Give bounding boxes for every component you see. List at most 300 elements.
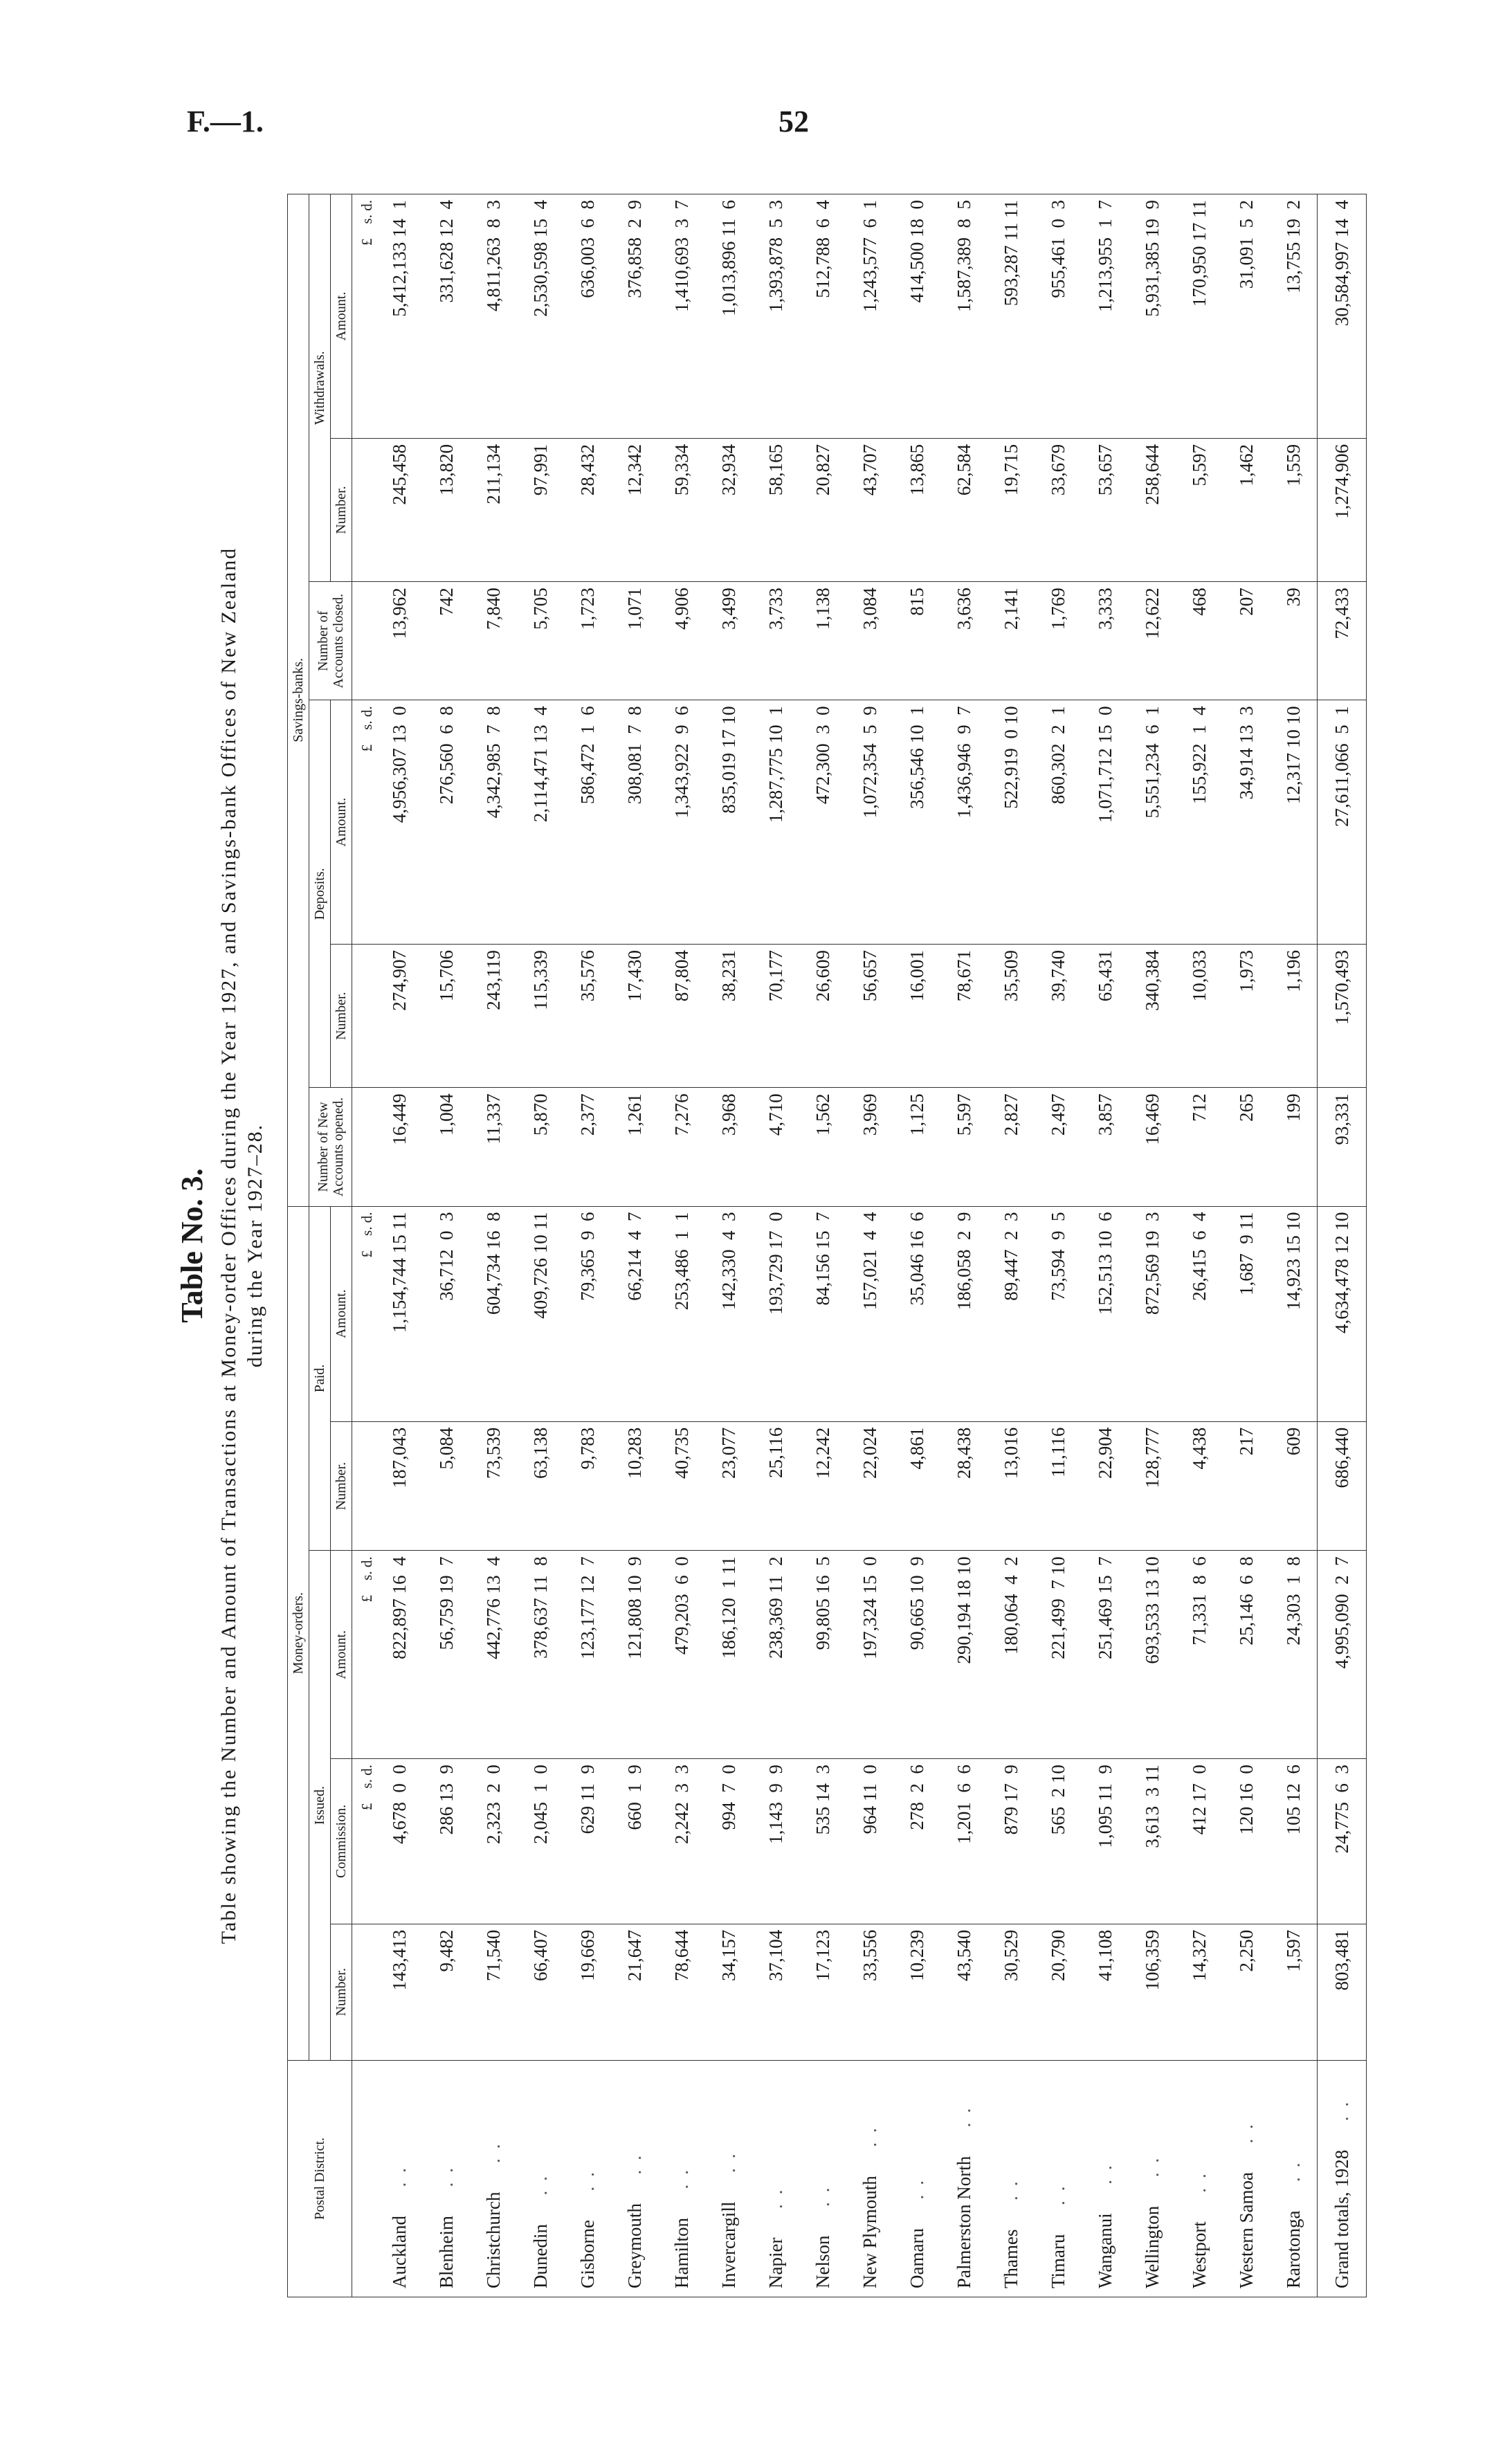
unit-lsd: £ s. d. xyxy=(352,700,376,945)
units-row xyxy=(352,194,376,2297)
paid-number-cell: 63,138 xyxy=(517,1421,564,1551)
issued-amount-header: Amount. xyxy=(331,1551,352,1759)
deposits-number-cell: 243,119 xyxy=(470,944,517,1087)
withdrawals-amount-cell: 31,091 5 2 xyxy=(1223,194,1270,439)
withdrawals-number-cell: 5,597 xyxy=(1176,438,1223,581)
district-cell xyxy=(1035,2060,1082,2297)
accounts-closed-header: Number of Accounts closed. xyxy=(309,582,352,700)
issued-amount-cell: 238,369 11 2 xyxy=(752,1551,799,1759)
commission-cell: 1,095 11 9 xyxy=(1082,1759,1129,1924)
deposits-number-cell: 10,033 xyxy=(1176,944,1223,1087)
leader-dots: .. xyxy=(388,2158,410,2216)
issued-number-cell: 41,108 xyxy=(1082,1924,1129,2060)
withdrawals-amount-cell: 30,584,997 14 4 xyxy=(1318,194,1367,439)
commission-cell: 278 2 6 xyxy=(893,1759,940,1924)
paid-amount-cell: 193,729 17 0 xyxy=(752,1206,799,1421)
deposits-number-cell: 1,570,493 xyxy=(1318,944,1367,1087)
new-accounts-cell: 2,377 xyxy=(564,1088,611,1206)
deposits-number-cell: 65,431 xyxy=(1082,944,1129,1087)
issued-amount-cell: 479,203 6 0 xyxy=(658,1551,705,1759)
paid-amount-cell: 84,156 15 7 xyxy=(799,1206,846,1421)
new-accounts-cell: 712 xyxy=(1176,1088,1223,1206)
issued-amount-cell: 121,808 10 9 xyxy=(611,1551,658,1759)
new-accounts-cell: 3,969 xyxy=(846,1088,893,1206)
deposits-amount-cell: 356,546 10 1 xyxy=(893,700,940,945)
commission-cell: 24,775 6 3 xyxy=(1318,1759,1367,1924)
paid-number-cell: 4,861 xyxy=(893,1421,940,1551)
unit-lsd: £ s. d. xyxy=(352,1206,376,1421)
new-accounts-cell: 265 xyxy=(1223,1088,1270,1206)
district-cell xyxy=(987,2060,1035,2297)
table-row xyxy=(1129,194,1176,2297)
leader-dots: .. xyxy=(1047,2176,1068,2234)
issued-number-cell: 14,327 xyxy=(1176,1924,1223,2060)
withdrawals-number-cell: 13,865 xyxy=(893,438,940,581)
issued-number-cell: 1,597 xyxy=(1270,1924,1318,2060)
deposits-number-header: Number. xyxy=(331,944,352,1087)
new-accounts-cell: 1,261 xyxy=(611,1088,658,1206)
leader-dots: .. xyxy=(623,2146,645,2204)
withdrawals-number-cell: 43,707 xyxy=(846,438,893,581)
district-name: Gisborne xyxy=(576,2220,598,2288)
withdrawals-amount-cell: 593,287 11 11 xyxy=(987,194,1035,439)
unit-lsd: £ s. d. xyxy=(352,1551,376,1759)
paid-number-cell: 686,440 xyxy=(1318,1421,1367,1551)
new-accounts-cell: 1,004 xyxy=(423,1088,470,1206)
deposits-number-cell: 274,907 xyxy=(376,944,423,1087)
issued-amount-cell: 822,897 16 4 xyxy=(376,1551,423,1759)
leader-dots: .. xyxy=(482,2134,504,2192)
new-accounts-cell: 7,276 xyxy=(658,1088,705,1206)
paid-amount-cell: 157,021 4 4 xyxy=(846,1206,893,1421)
withdrawals-amount-cell: 2,530,598 15 4 xyxy=(517,194,564,439)
district-cell xyxy=(940,2060,987,2297)
new-accounts-cell: 1,125 xyxy=(893,1088,940,1206)
leader-dots: .. xyxy=(1094,2156,1115,2214)
withdrawals-number-cell: 258,644 xyxy=(1129,438,1176,581)
deposits-amount-cell: 1,287,775 10 1 xyxy=(752,700,799,945)
deposits-amount-cell: 1,343,922 9 6 xyxy=(658,700,705,945)
table-row xyxy=(1082,194,1129,2297)
deposits-amount-cell: 34,914 13 3 xyxy=(1223,700,1270,945)
deposits-number-cell: 340,384 xyxy=(1129,944,1176,1087)
issued-amount-cell: 221,499 7 10 xyxy=(1035,1551,1082,1759)
commission-cell: 1,143 9 9 xyxy=(752,1759,799,1924)
issued-number-cell: 34,157 xyxy=(705,1924,752,2060)
deposits-number-cell: 35,509 xyxy=(987,944,1035,1087)
withdrawals-amount-cell: 5,412,133 14 1 xyxy=(376,194,423,439)
accounts-closed-cell: 3,333 xyxy=(1082,582,1129,700)
table-row xyxy=(423,194,470,2297)
paid-number-cell: 40,735 xyxy=(658,1421,705,1551)
new-accounts-cell: 2,497 xyxy=(1035,1088,1082,1206)
issued-amount-cell: 442,776 13 4 xyxy=(470,1551,517,1759)
district-cell xyxy=(376,2060,423,2297)
paid-amount-cell: 36,712 0 3 xyxy=(423,1206,470,1421)
issued-amount-cell: 251,469 15 7 xyxy=(1082,1551,1129,1759)
table-title-line1: Table showing the Number and Amount of Transactions at Money-order Offices during the Year 1927, and Savings-bank Offices of New Zealand xyxy=(217,547,240,1944)
issued-number-cell: 143,413 xyxy=(376,1924,423,2060)
district-cell xyxy=(1223,2060,1270,2297)
withdrawals-amount-cell: 4,811,263 8 3 xyxy=(470,194,517,439)
paid-number-cell: 22,904 xyxy=(1082,1421,1129,1551)
leader-dots: .. xyxy=(671,2160,692,2218)
leader-dots: .. xyxy=(529,2167,551,2225)
deposits-number-cell: 15,706 xyxy=(423,944,470,1087)
leader-dots: .. xyxy=(1188,2164,1210,2222)
paid-number-cell: 217 xyxy=(1223,1421,1270,1551)
paid-number-header: Number. xyxy=(331,1421,352,1551)
paid-amount-cell: 152,513 10 6 xyxy=(1082,1206,1129,1421)
table-row xyxy=(517,194,564,2297)
paid-amount-header: Amount. xyxy=(331,1206,352,1421)
withdrawals-number-cell: 12,342 xyxy=(611,438,658,581)
deposits-number-cell: 26,609 xyxy=(799,944,846,1087)
table-row xyxy=(987,194,1035,2297)
paid-amount-cell: 73,594 9 5 xyxy=(1035,1206,1082,1421)
table-title-line2: during the Year 1927–28. xyxy=(244,1123,266,1368)
leader-dots: .. xyxy=(1282,2153,1304,2211)
paid-number-cell: 4,438 xyxy=(1176,1421,1223,1551)
issued-number-cell: 9,482 xyxy=(423,1924,470,2060)
table-row xyxy=(893,194,940,2297)
withdrawals-amount-cell: 1,013,896 11 6 xyxy=(705,194,752,439)
district-name: Western Samoa xyxy=(1235,2171,1257,2288)
paid-number-cell: 73,539 xyxy=(470,1421,517,1551)
table-row xyxy=(658,194,705,2297)
leader-dots: .. xyxy=(1331,2092,1352,2150)
leader-dots: .. xyxy=(953,2098,974,2156)
issued-amount-cell: 123,177 12 7 xyxy=(564,1551,611,1759)
withdrawals-amount-cell: 1,410,693 3 7 xyxy=(658,194,705,439)
accounts-closed-cell: 1,071 xyxy=(611,582,658,700)
new-accounts-cell: 3,968 xyxy=(705,1088,752,1206)
withdrawals-amount-cell: 376,858 2 9 xyxy=(611,194,658,439)
commission-cell: 535 14 3 xyxy=(799,1759,846,1924)
issued-amount-cell: 186,120 1 11 xyxy=(705,1551,752,1759)
paid-amount-cell: 89,447 2 3 xyxy=(987,1206,1035,1421)
deposits-amount-cell: 155,922 1 4 xyxy=(1176,700,1223,945)
district-cell xyxy=(799,2060,846,2297)
table-row xyxy=(705,194,752,2297)
unit-lsd: £ s. d. xyxy=(352,194,376,439)
district-cell xyxy=(658,2060,705,2297)
withdrawals-number-cell: 28,432 xyxy=(564,438,611,581)
withdrawals-number-cell: 53,657 xyxy=(1082,438,1129,581)
leader-dots: .. xyxy=(718,2144,739,2202)
new-accounts-cell: 16,469 xyxy=(1129,1088,1176,1206)
issued-number-cell: 803,481 xyxy=(1318,1924,1367,2060)
table-row xyxy=(1270,194,1318,2297)
district-cell xyxy=(846,2060,893,2297)
district-cell xyxy=(1082,2060,1129,2297)
new-accounts-cell: 5,870 xyxy=(517,1088,564,1206)
deposits-amount-cell: 2,114,471 13 4 xyxy=(517,700,564,945)
district-name: Thames xyxy=(1000,2229,1021,2288)
commission-cell: 2,323 2 0 xyxy=(470,1759,517,1924)
paid-header: Paid. xyxy=(309,1206,331,1551)
savings-banks-header: Savings-banks. xyxy=(288,194,309,1207)
leader-dots: .. xyxy=(906,2171,927,2229)
issued-number-cell: 2,250 xyxy=(1223,1924,1270,2060)
paid-number-cell: 22,024 xyxy=(846,1421,893,1551)
withdrawals-amount-cell: 13,755 19 2 xyxy=(1270,194,1318,439)
accounts-closed-cell: 1,138 xyxy=(799,582,846,700)
deposits-number-cell: 16,001 xyxy=(893,944,940,1087)
withdrawals-amount-cell: 636,003 6 8 xyxy=(564,194,611,439)
commission-cell: 2,242 3 3 xyxy=(658,1759,705,1924)
new-accounts-cell: 5,597 xyxy=(940,1088,987,1206)
rotated-table-page xyxy=(173,194,1377,2297)
withdrawals-number-cell: 1,462 xyxy=(1223,438,1270,581)
deposits-number-cell: 56,657 xyxy=(846,944,893,1087)
accounts-closed-cell: 207 xyxy=(1223,582,1270,700)
accounts-closed-cell: 12,622 xyxy=(1129,582,1176,700)
deposits-amount-cell: 472,300 3 0 xyxy=(799,700,846,945)
issued-amount-cell: 25,146 6 8 xyxy=(1223,1551,1270,1759)
withdrawals-header: Withdrawals. xyxy=(309,194,331,582)
deposits-number-cell: 115,339 xyxy=(517,944,564,1087)
leader-dots: .. xyxy=(1000,2171,1021,2230)
district-name: Blenheim xyxy=(435,2216,457,2288)
accounts-closed-cell: 1,769 xyxy=(1035,582,1082,700)
district-name: Greymouth xyxy=(623,2203,645,2288)
withdrawals-number-cell: 62,584 xyxy=(940,438,987,581)
leader-dots: .. xyxy=(812,2178,833,2236)
issued-number-cell: 21,647 xyxy=(611,1924,658,2060)
table-row xyxy=(799,194,846,2297)
district-name: Wellington xyxy=(1141,2205,1163,2288)
page-header-code: F.—1. xyxy=(187,104,264,138)
withdrawals-number-cell: 33,679 xyxy=(1035,438,1082,581)
deposits-amount-cell: 308,081 7 8 xyxy=(611,700,658,945)
issued-amount-cell: 4,995,090 2 7 xyxy=(1318,1551,1367,1759)
district-name: Dunedin xyxy=(529,2224,551,2288)
issued-number-cell: 71,540 xyxy=(470,1924,517,2060)
withdrawals-number-cell: 211,134 xyxy=(470,438,517,581)
paid-number-cell: 11,116 xyxy=(1035,1421,1082,1551)
table-row xyxy=(564,194,611,2297)
withdrawals-amount-cell: 955,461 0 3 xyxy=(1035,194,1082,439)
paid-amount-cell: 872,569 19 3 xyxy=(1129,1206,1176,1421)
accounts-closed-cell: 1,723 xyxy=(564,582,611,700)
withdrawals-number-cell: 59,334 xyxy=(658,438,705,581)
withdrawals-amount-cell: 1,587,389 8 5 xyxy=(940,194,987,439)
issued-amount-cell: 71,331 8 6 xyxy=(1176,1551,1223,1759)
issued-amount-cell: 90,665 10 9 xyxy=(893,1551,940,1759)
paid-amount-cell: 66,214 4 7 xyxy=(611,1206,658,1421)
accounts-closed-cell: 13,962 xyxy=(376,582,423,700)
district-cell xyxy=(893,2060,940,2297)
paid-number-cell: 9,783 xyxy=(564,1421,611,1551)
commission-cell: 3,613 3 11 xyxy=(1129,1759,1176,1924)
withdrawals-number-cell: 1,559 xyxy=(1270,438,1318,581)
new-accounts-cell: 1,562 xyxy=(799,1088,846,1206)
commission-cell: 629 11 9 xyxy=(564,1759,611,1924)
district-cell xyxy=(1318,2060,1367,2297)
issued-amount-cell: 56,759 19 7 xyxy=(423,1551,470,1759)
new-accounts-header: Number of New Accounts opened. xyxy=(309,1088,352,1206)
issued-number-cell: 66,407 xyxy=(517,1924,564,2060)
district-cell xyxy=(1176,2060,1223,2297)
accounts-closed-cell: 3,733 xyxy=(752,582,799,700)
accounts-closed-cell: 72,433 xyxy=(1318,582,1367,700)
table-row xyxy=(846,194,893,2297)
deposits-amount-cell: 1,071,712 15 0 xyxy=(1082,700,1129,945)
paid-amount-cell: 604,734 16 8 xyxy=(470,1206,517,1421)
grand-total-row xyxy=(1318,194,1367,2297)
paid-amount-cell: 253,486 1 1 xyxy=(658,1206,705,1421)
district-name: Rarotonga xyxy=(1282,2210,1304,2288)
withdrawals-amount-cell: 1,213,955 1 7 xyxy=(1082,194,1129,439)
district-name: Wanganui xyxy=(1094,2213,1115,2288)
paid-number-cell: 609 xyxy=(1270,1421,1318,1551)
district-name: Napier xyxy=(765,2237,786,2288)
accounts-closed-cell: 815 xyxy=(893,582,940,700)
transactions-table xyxy=(287,194,1367,2297)
paid-number-cell: 13,016 xyxy=(987,1421,1035,1551)
deposits-number-cell: 35,576 xyxy=(564,944,611,1087)
withdrawals-amount-cell: 1,393,878 5 3 xyxy=(752,194,799,439)
commission-cell: 2,045 1 0 xyxy=(517,1759,564,1924)
deposits-amount-cell: 5,551,234 6 1 xyxy=(1129,700,1176,945)
leader-dots: .. xyxy=(576,2162,598,2221)
district-cell xyxy=(470,2060,517,2297)
deposits-amount-cell: 4,342,985 7 8 xyxy=(470,700,517,945)
paid-amount-cell: 142,330 4 3 xyxy=(705,1206,752,1421)
withdrawals-number-cell: 13,820 xyxy=(423,438,470,581)
district-cell xyxy=(517,2060,564,2297)
deposits-amount-cell: 12,317 10 10 xyxy=(1270,700,1318,945)
table-row xyxy=(1223,194,1270,2297)
deposits-amount-cell: 835,019 17 10 xyxy=(705,700,752,945)
withdrawals-amount-cell: 414,500 18 0 xyxy=(893,194,940,439)
commission-cell: 994 7 0 xyxy=(705,1759,752,1924)
withdrawals-number-cell: 19,715 xyxy=(987,438,1035,581)
commission-cell: 660 1 9 xyxy=(611,1759,658,1924)
issued-number-cell: 33,556 xyxy=(846,1924,893,2060)
withdrawals-amount-cell: 170,950 17 11 xyxy=(1176,194,1223,439)
deposits-amount-cell: 276,560 6 8 xyxy=(423,700,470,945)
withdrawals-amount-cell: 5,931,385 19 9 xyxy=(1129,194,1176,439)
accounts-closed-cell: 39 xyxy=(1270,582,1318,700)
issued-number-header: Number. xyxy=(331,1924,352,2060)
withdrawals-amount-cell: 331,628 12 4 xyxy=(423,194,470,439)
table-body xyxy=(352,194,1367,2297)
withdrawals-number-cell: 97,991 xyxy=(517,438,564,581)
commission-cell: 879 17 9 xyxy=(987,1759,1035,1924)
withdrawals-amount-header: Amount. xyxy=(331,194,352,439)
issued-number-cell: 30,529 xyxy=(987,1924,1035,2060)
paid-number-cell: 23,077 xyxy=(705,1421,752,1551)
district-name: Grand totals, 1928 xyxy=(1331,2149,1352,2288)
accounts-closed-cell: 7,840 xyxy=(470,582,517,700)
issued-amount-cell: 378,637 11 8 xyxy=(517,1551,564,1759)
issued-number-cell: 19,669 xyxy=(564,1924,611,2060)
paid-amount-cell: 35,046 16 6 xyxy=(893,1206,940,1421)
withdrawals-number-cell: 32,934 xyxy=(705,438,752,581)
deposits-amount-cell: 1,436,946 9 7 xyxy=(940,700,987,945)
withdrawals-number-cell: 245,458 xyxy=(376,438,423,581)
district-cell xyxy=(423,2060,470,2297)
table-row xyxy=(940,194,987,2297)
issued-number-cell: 37,104 xyxy=(752,1924,799,2060)
paid-number-cell: 187,043 xyxy=(376,1421,423,1551)
accounts-closed-cell: 3,499 xyxy=(705,582,752,700)
title-block xyxy=(173,194,268,2297)
paid-amount-cell: 1,687 9 11 xyxy=(1223,1206,1270,1421)
accounts-closed-cell: 4,906 xyxy=(658,582,705,700)
deposits-number-cell: 87,804 xyxy=(658,944,705,1087)
deposits-amount-cell: 586,472 1 6 xyxy=(564,700,611,945)
deposits-number-cell: 70,177 xyxy=(752,944,799,1087)
withdrawals-amount-cell: 512,788 6 4 xyxy=(799,194,846,439)
deposits-number-cell: 78,671 xyxy=(940,944,987,1087)
new-accounts-cell: 93,331 xyxy=(1318,1088,1367,1206)
deposits-amount-cell: 1,072,354 5 9 xyxy=(846,700,893,945)
deposits-amount-cell: 27,611,066 5 1 xyxy=(1318,700,1367,945)
leader-dots: .. xyxy=(435,2158,457,2216)
paid-amount-cell: 14,923 15 10 xyxy=(1270,1206,1318,1421)
new-accounts-cell: 11,337 xyxy=(470,1088,517,1206)
page-number: 52 xyxy=(778,104,809,138)
deposits-amount-cell: 860,302 2 1 xyxy=(1035,700,1082,945)
new-accounts-cell: 199 xyxy=(1270,1088,1318,1206)
district-name: Westport xyxy=(1188,2221,1210,2288)
accounts-closed-cell: 2,141 xyxy=(987,582,1035,700)
commission-cell: 412 17 0 xyxy=(1176,1759,1223,1924)
deposits-amount-cell: 4,956,307 13 0 xyxy=(376,700,423,945)
accounts-closed-cell: 3,636 xyxy=(940,582,987,700)
paid-amount-cell: 79,365 9 6 xyxy=(564,1206,611,1421)
paid-number-cell: 5,084 xyxy=(423,1421,470,1551)
commission-cell: 565 2 10 xyxy=(1035,1759,1082,1924)
deposits-number-cell: 17,430 xyxy=(611,944,658,1087)
paid-amount-cell: 186,058 2 9 xyxy=(940,1206,987,1421)
new-accounts-cell: 2,827 xyxy=(987,1088,1035,1206)
commission-cell: 286 13 9 xyxy=(423,1759,470,1924)
paid-number-cell: 25,116 xyxy=(752,1421,799,1551)
paid-amount-cell: 1,154,744 15 11 xyxy=(376,1206,423,1421)
issued-amount-cell: 180,064 4 2 xyxy=(987,1551,1035,1759)
district-cell xyxy=(1129,2060,1176,2297)
withdrawals-amount-cell: 1,243,577 6 1 xyxy=(846,194,893,439)
postal-district-header: Postal District. xyxy=(288,2060,352,2297)
district-cell xyxy=(752,2060,799,2297)
paid-amount-cell: 409,726 10 11 xyxy=(517,1206,564,1421)
district-name: Auckland xyxy=(388,2216,410,2288)
issued-amount-cell: 197,324 15 0 xyxy=(846,1551,893,1759)
district-cell xyxy=(564,2060,611,2297)
deposits-number-cell: 38,231 xyxy=(705,944,752,1087)
accounts-closed-cell: 742 xyxy=(423,582,470,700)
table-row xyxy=(752,194,799,2297)
issued-amount-cell: 290,194 18 10 xyxy=(940,1551,987,1759)
district-name: Oamaru xyxy=(906,2228,927,2288)
deposits-number-cell: 39,740 xyxy=(1035,944,1082,1087)
paid-amount-cell: 4,634,478 12 10 xyxy=(1318,1206,1367,1421)
district-name: Palmerston North xyxy=(953,2156,974,2288)
table-row xyxy=(1035,194,1082,2297)
new-accounts-cell: 4,710 xyxy=(752,1088,799,1206)
deposits-header: Deposits. xyxy=(309,700,331,1088)
issued-header: Issued. xyxy=(309,1551,331,2060)
district-cell xyxy=(1270,2060,1318,2297)
new-accounts-cell: 16,449 xyxy=(376,1088,423,1206)
accounts-closed-cell: 3,084 xyxy=(846,582,893,700)
issued-amount-cell: 693,533 13 10 xyxy=(1129,1551,1176,1759)
deposits-amount-cell: 522,919 0 10 xyxy=(987,700,1035,945)
